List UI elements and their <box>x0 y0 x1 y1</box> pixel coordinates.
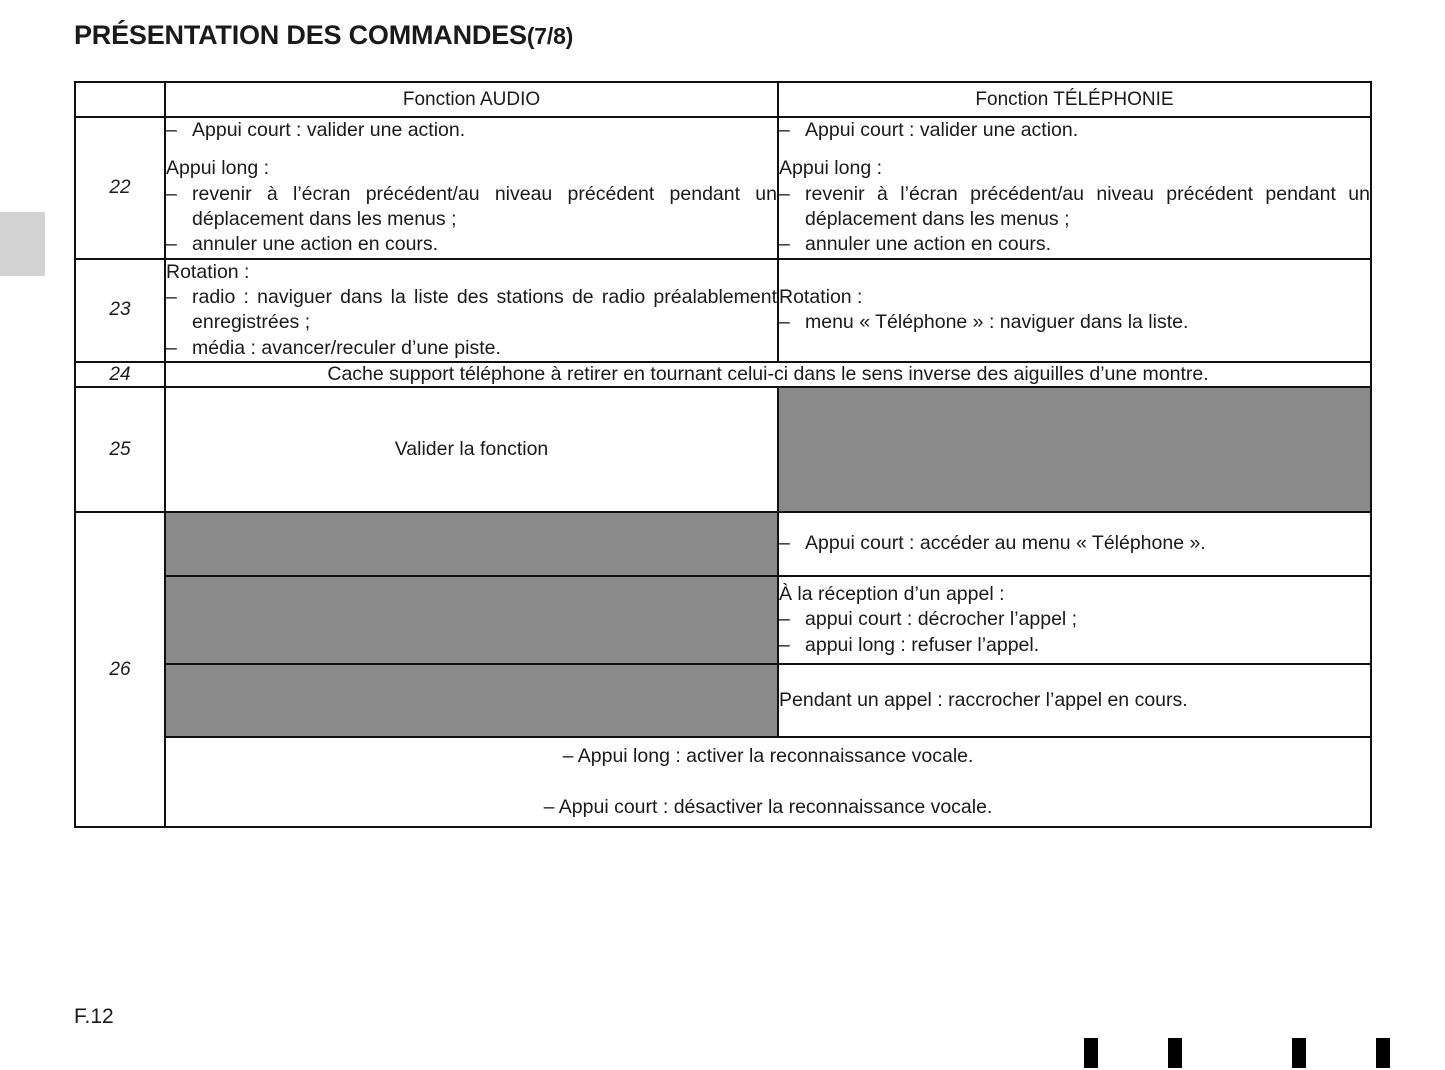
dash-marker: – <box>779 119 790 141</box>
registration-mark <box>1376 1038 1390 1068</box>
row-26-full-dash2 <box>166 795 1370 820</box>
table-row <box>75 576 1371 664</box>
dash-item <box>166 118 777 143</box>
dash-item <box>779 531 1370 556</box>
row-26-full-dash2-text: Appui court : désactiver la reconnaissance vocale. <box>558 796 993 819</box>
dash-marker: – <box>166 182 177 205</box>
registration-mark <box>1084 1038 1098 1068</box>
row-26-sub2-telephonie-cell <box>778 576 1371 664</box>
header-telephonie: Fonction TÉLÉPHONIE <box>778 82 1371 117</box>
table-row <box>75 117 1371 259</box>
dash-marker: – <box>779 608 790 631</box>
dash-marker: – <box>166 119 177 141</box>
table-row <box>75 737 1371 827</box>
row-26-sub2-dash2: appui long : refuser l’appel. <box>805 633 1040 656</box>
dash-item <box>779 182 1370 233</box>
table-row <box>75 259 1371 362</box>
row-23-audio-line3: média : avancer/reculer d’une piste. <box>192 336 501 359</box>
header-audio: Fonction AUDIO <box>165 82 778 117</box>
table-row <box>75 362 1371 387</box>
row-24-full-cell: Cache support téléphone à retirer en tournant celui-ci dans le sens inverse des aiguilles d’une montre. <box>165 362 1371 387</box>
row-22-tel-line2: Appui long : <box>779 157 882 180</box>
row-26-sub3-text: Pendant un appel : raccrocher l’appel en cours. <box>779 688 1188 711</box>
row-22-tel-line3: revenir à l’écran précédent/au niveau précédent pendant un déplacement dans les menus ; <box>805 182 1370 231</box>
row-22-audio-line4: annuler une action en cours. <box>192 233 439 256</box>
dash-item <box>166 232 777 257</box>
dash-item <box>166 336 777 361</box>
registration-marks <box>1060 1038 1390 1068</box>
registration-mark <box>1292 1038 1306 1068</box>
margin-tab <box>0 212 45 276</box>
row-26-sub3-audio-shaded <box>165 664 778 737</box>
page-title-part: (7/8) <box>526 23 574 49</box>
dash-marker: – <box>543 796 559 819</box>
row-22-telephonie-cell <box>778 117 1371 259</box>
row-23-tel-line1: Rotation : <box>779 286 863 309</box>
dash-item <box>779 633 1370 658</box>
dash-marker: – <box>166 336 177 359</box>
row-number-24: 24 <box>75 362 165 387</box>
row-22-audio-cell <box>165 117 778 259</box>
row-22-audio-line3: revenir à l’écran précédent/au niveau précédent pendant un déplacement dans les menus ; <box>192 182 777 231</box>
row-26-full-cell <box>165 737 1371 827</box>
row-26-sub3-telephonie-cell <box>778 664 1371 737</box>
row-26-full-dash1-text: Appui long : activer la reconnaissance vocale. <box>577 744 974 767</box>
table-row <box>75 512 1371 576</box>
dash-marker: – <box>166 233 177 256</box>
row-26-sub2-dash1: appui court : décrocher l’appel ; <box>805 608 1078 631</box>
dash-marker: – <box>562 744 578 767</box>
row-number-26: 26 <box>75 512 165 827</box>
folio-number: F.12 <box>74 1005 114 1028</box>
row-25-telephonie-shaded <box>778 387 1371 512</box>
commands-table <box>74 81 1372 828</box>
row-23-audio-cell <box>165 259 778 362</box>
dash-marker: – <box>779 233 790 256</box>
row-22-tel-line1: Appui court : valider une action. <box>805 119 1079 141</box>
row-26-full-dash1 <box>166 744 1370 769</box>
dash-marker: – <box>166 286 177 309</box>
row-26-sub1-telephonie-cell <box>778 512 1371 576</box>
row-22-audio-line2: Appui long : <box>166 157 269 180</box>
row-number-22: 22 <box>75 117 165 259</box>
registration-mark <box>1168 1038 1182 1068</box>
row-26-sub2-audio-shaded <box>165 576 778 664</box>
table-row <box>75 387 1371 512</box>
row-23-audio-line2: radio : naviguer dans la liste des stations de radio préalablement enregistrées ; <box>192 286 777 334</box>
dash-marker: – <box>779 311 790 334</box>
dash-marker: – <box>779 532 790 555</box>
row-26-sub1-audio-shaded <box>165 512 778 576</box>
page-title-main: PRÉSENTATION DES COMMANDES <box>74 20 527 50</box>
row-23-audio-line1: Rotation : <box>166 260 250 283</box>
row-number-23: 23 <box>75 259 165 362</box>
dash-marker: – <box>779 182 790 205</box>
row-number-25: 25 <box>75 387 165 512</box>
row-26-sub2-line1: À la réception d’un appel : <box>779 583 1005 606</box>
table-header-row <box>75 82 1371 117</box>
page-title <box>74 20 573 51</box>
dash-marker: – <box>779 633 790 656</box>
dash-item <box>166 285 777 336</box>
dash-item <box>779 118 1370 143</box>
row-23-telephonie-cell <box>778 259 1371 362</box>
header-number-col <box>75 82 165 117</box>
dash-item <box>779 310 1370 335</box>
dash-item <box>779 232 1370 257</box>
row-23-tel-line2: menu « Téléphone » : naviguer dans la liste. <box>805 311 1189 334</box>
row-22-audio-line1: Appui court : valider une action. <box>192 119 466 141</box>
row-26-sub1-text: Appui court : accéder au menu « Téléphone ». <box>805 532 1206 555</box>
dash-item <box>779 607 1370 632</box>
row-25-audio-cell: Valider la fonction <box>165 387 778 512</box>
row-22-tel-line4: annuler une action en cours. <box>805 233 1052 256</box>
table-row <box>75 664 1371 737</box>
dash-item <box>166 182 777 233</box>
